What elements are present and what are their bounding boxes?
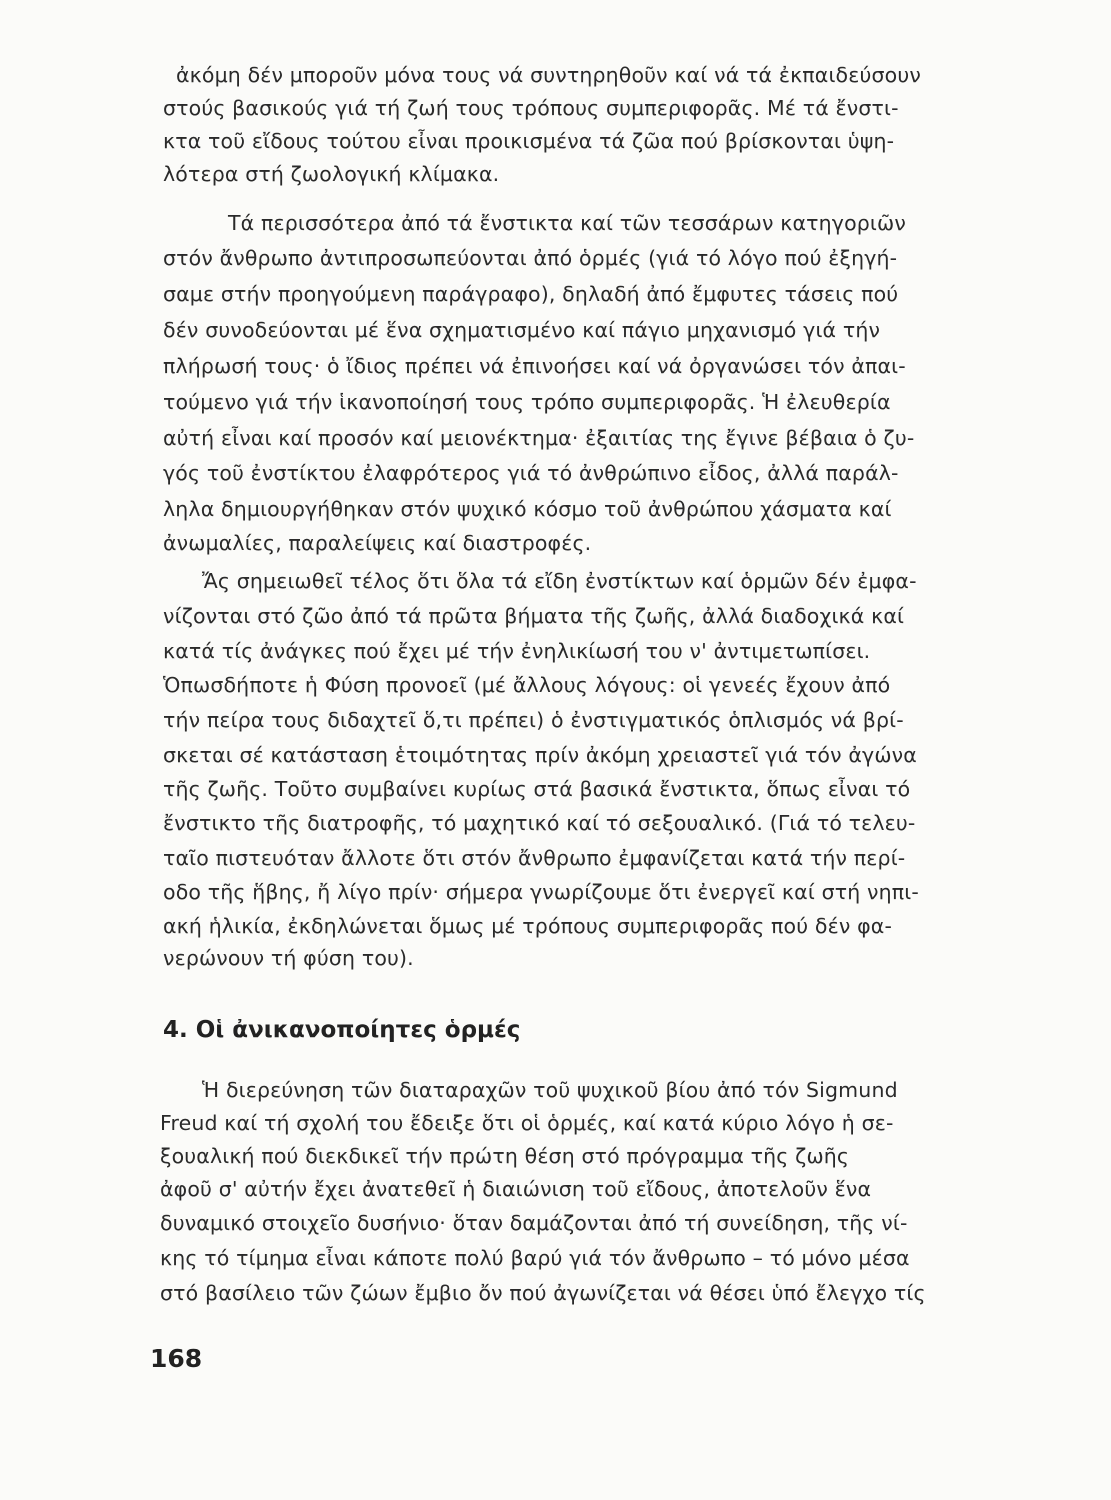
text-line: τῆς ζωῆς. Τοῦτο συμβαίνει κυρίως στά βασικά ἔνστικτα, ὅπως εἶναι τό bbox=[163, 777, 911, 801]
page-number: 168 bbox=[150, 1344, 203, 1373]
text-line: στό βασίλειο τῶν ζώων ἔμβιο ὄν πού ἀγωνίζεται νά θέσει ὑπό ἔλεγχο τίς bbox=[160, 1281, 926, 1305]
text-line: νίζονται στό ζῶο ἀπό τά πρῶτα βήματα τῆς ζωῆς, ἀλλά διαδοχικά καί bbox=[163, 604, 905, 628]
text-line: δέν συνοδεύονται μέ ἕνα σχηματισμένο καί πάγιο μηχανισμό γιά τήν bbox=[163, 318, 881, 342]
text-line: Τά περισσότερα ἀπό τά ἔνστικτα καί τῶν τεσσάρων κατηγοριῶν bbox=[228, 211, 906, 235]
text-line: στούς βασικούς γιά τή ζωή τους τρόπους συμπεριφορᾶς. Μέ τά ἔνστι- bbox=[163, 96, 899, 120]
section-heading: 4. Οἱ ἀνικανοποίητες ὁρμές bbox=[163, 1017, 521, 1043]
text-line: Ὁπωσδήποτε ἡ Φύση προνοεῖ (μέ ἄλλους λόγους: οἱ γενεές ἔχουν ἀπό bbox=[163, 673, 891, 697]
text-line: Freud καί τή σχολή του ἔδειξε ὅτι οἱ ὁρμές, καί κατά κύριο λόγο ἡ σε- bbox=[160, 1111, 894, 1135]
text-line: λότερα στή ζωολογική κλίμακα. bbox=[163, 162, 500, 186]
text-line: κατά τίς ἀνάγκες πού ἔχει μέ τήν ἐνηλικίωσή του ν' ἀντιμετωπίσει. bbox=[163, 639, 871, 663]
text-line: Ἡ διερεύνηση τῶν διαταραχῶν τοῦ ψυχικοῦ βίου ἀπό τόν Sigmund bbox=[202, 1078, 898, 1102]
text-line: ακή ἡλικία, ἐκδηλώνεται ὅμως μέ τρόπους συμπεριφορᾶς πού δέν φα- bbox=[163, 914, 892, 938]
text-line: ξουαλική πού διεκδικεῖ τήν πρώτη θέση στό πρόγραμμα τῆς ζωῆς bbox=[160, 1144, 850, 1168]
text-line: πλήρωσή τους· ὁ ἴδιος πρέπει νά ἐπινοήσει καί νά ὀργανώσει τόν ἀπαι- bbox=[163, 354, 906, 378]
text-line: τήν πείρα τους διδαχτεῖ ὅ,τι πρέπει) ὁ ἐνστιγματικός ὁπλισμός νά βρί- bbox=[163, 708, 904, 732]
text-line: αὐτή εἶναι καί προσόν καί μειονέκτημα· ἐξαιτίας της ἔγινε βέβαια ὁ ζυ- bbox=[163, 426, 915, 450]
text-line: Ἄς σημειωθεῖ τέλος ὅτι ὅλα τά εἴδη ἐνστίκτων καί ὁρμῶν δέν ἐμφα- bbox=[202, 569, 917, 593]
text-line: κης τό τίμημα εἶναι κάποτε πολύ βαρύ γιά τόν ἄνθρωπο – τό μόνο μέσα bbox=[160, 1246, 910, 1270]
text-line: σκεται σέ κατάσταση ἑτοιμότητας πρίν ἀκόμη χρειαστεῖ γιά τόν ἀγώνα bbox=[163, 743, 917, 767]
text-line: στόν ἄνθρωπο ἀντιπροσωπεύονται ἀπό ὁρμές (γιά τό λόγο πού ἐξηγή- bbox=[163, 246, 898, 270]
text-line: νερώνουν τή φύση του). bbox=[163, 946, 414, 970]
text-line: ληλα δημιουργήθηκαν στόν ψυχικό κόσμο τοῦ ἀνθρώπου χάσματα καί bbox=[163, 497, 892, 521]
text-line: ἀκόμη δέν μποροῦν μόνα τους νά συντηρηθοῦν καί νά τά ἐκπαιδεύσουν bbox=[176, 63, 921, 87]
text-line: γός τοῦ ἐνστίκτου ἐλαφρότερος γιά τό ἀνθρώπινο εἶδος, ἀλλά παράλ- bbox=[163, 461, 899, 485]
text-line: σαμε στήν προηγούμενη παράγραφο), δηλαδή ἀπό ἔμφυτες τάσεις πού bbox=[163, 282, 899, 306]
text-line: κτα τοῦ εἴδους τούτου εἶναι προικισμένα τά ζῶα πού βρίσκονται ὑψη- bbox=[163, 129, 895, 153]
text-line: ταῖο πιστευόταν ἄλλοτε ὅτι στόν ἄνθρωπο ἐμφανίζεται κατά τήν περί- bbox=[163, 846, 906, 870]
text-line: δυναμικό στοιχεῖο δυσήνιο· ὅταν δαμάζονται ἀπό τή συνείδηση, τῆς νί- bbox=[160, 1211, 908, 1235]
text-line: ἀνωμαλίες, παραλείψεις καί διαστροφές. bbox=[163, 531, 592, 555]
text-line: ἔνστικτο τῆς διατροφῆς, τό μαχητικό καί τό σεξουαλικό. (Γιά τό τελευ- bbox=[163, 811, 916, 835]
text-line: ἀφοῦ σ' αὐτήν ἔχει ἀνατεθεῖ ἡ διαιώνιση τοῦ εἴδους, ἀποτελοῦν ἕνα bbox=[160, 1177, 872, 1201]
text-line: τούμενο γιά τήν ἱκανοποίησή τους τρόπο συμπεριφορᾶς. Ἡ ἐλευθερία bbox=[163, 390, 891, 414]
text-line: οδο τῆς ἥβης, ἤ λίγο πρίν· σήμερα γνωρίζουμε ὅτι ἐνεργεῖ καί στή νηπι- bbox=[163, 880, 919, 904]
